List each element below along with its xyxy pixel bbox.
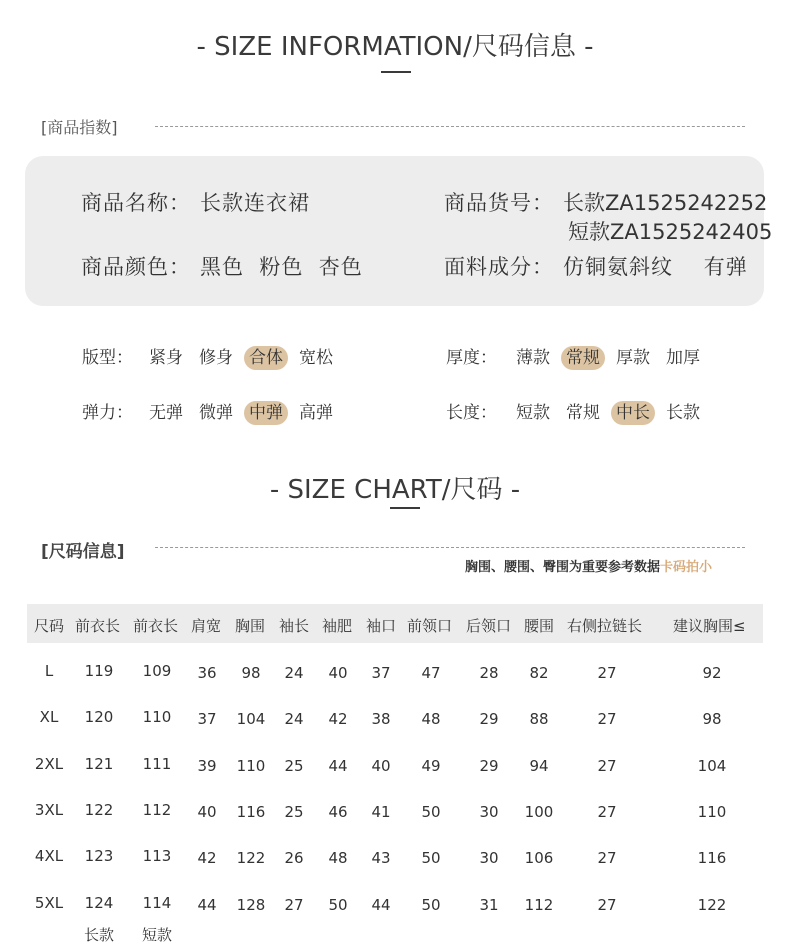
size-info-label: [尺码信息] (41, 542, 125, 562)
table-cell: 92 (702, 664, 722, 682)
table-header-cell: 腰围 (524, 617, 555, 635)
option: 常规 (566, 403, 600, 423)
table-cell: 50 (421, 803, 441, 821)
table-cell: 49 (421, 757, 441, 775)
dashed-divider (155, 547, 745, 548)
table-cell: 116 (697, 849, 727, 867)
product-sku-label: 商品货号： (444, 191, 554, 215)
table-cell: 40 (197, 803, 217, 821)
table-cell: 37 (197, 710, 217, 728)
option: 加厚 (666, 348, 700, 368)
table-cell: 42 (197, 849, 217, 867)
table-cell: 124 (84, 894, 114, 912)
table-cell: 27 (284, 896, 304, 914)
attr-fit (82, 343, 344, 368)
table-cell: 24 (284, 664, 304, 682)
table-cell: 120 (84, 708, 114, 726)
size-cell: 5XL (34, 894, 64, 912)
table-cell: 123 (84, 847, 114, 865)
product-sku-value-long: 长款ZA1525242252 (563, 191, 768, 215)
table-cell: 30 (479, 849, 499, 867)
table-cell: 29 (479, 757, 499, 775)
option: 宽松 (299, 348, 333, 368)
table-cell: 94 (529, 757, 549, 775)
attr-length (446, 398, 711, 423)
table-footer-cell: 短款 (141, 926, 172, 944)
table-header-cell: 前衣长 (133, 617, 179, 635)
option: 无弹 (149, 403, 183, 423)
product-color-value: 黑色 粉色 杏色 (200, 255, 363, 279)
table-cell: 50 (328, 896, 348, 914)
table-cell: 42 (328, 710, 348, 728)
table-cell: 41 (371, 803, 391, 821)
table-cell: 100 (524, 803, 554, 821)
table-cell: 25 (284, 757, 304, 775)
table-cell: 119 (84, 662, 114, 680)
size-cell: 4XL (34, 847, 64, 865)
table-cell: 43 (371, 849, 391, 867)
table-cell: 27 (597, 664, 617, 682)
table-cell: 113 (142, 847, 172, 865)
table-cell: 39 (197, 757, 217, 775)
table-cell: 25 (284, 803, 304, 821)
option: 长款 (666, 403, 700, 423)
table-footer-cell: 长款 (83, 926, 114, 944)
table-cell: 122 (236, 849, 266, 867)
table-cell: 104 (697, 757, 727, 775)
product-sku-value-short: 短款ZA1525242405 (568, 220, 773, 244)
table-header-cell: 袖长 (279, 617, 310, 635)
size-cell: L (44, 662, 54, 680)
table-cell: 110 (142, 708, 172, 726)
size-cell: XL (39, 708, 59, 726)
option: 厚款 (616, 348, 650, 368)
table-cell: 47 (421, 664, 441, 682)
table-cell: 30 (479, 803, 499, 821)
table-header-cell: 袖口 (366, 617, 397, 635)
table-cell: 116 (236, 803, 266, 821)
table-header-cell: 前领口 (407, 617, 453, 635)
table-header-cell: 袖肥 (322, 617, 353, 635)
option: 微弹 (199, 403, 233, 423)
attr-length-label: 长度： (446, 403, 497, 423)
table-cell: 50 (421, 849, 441, 867)
product-index-label: [商品指数] (41, 118, 118, 137)
table-cell: 106 (524, 849, 554, 867)
table-cell: 82 (529, 664, 549, 682)
measurement-note (465, 556, 712, 575)
attr-thickness (446, 343, 711, 368)
table-cell: 44 (197, 896, 217, 914)
option: 紧身 (149, 348, 183, 368)
table-cell: 88 (529, 710, 549, 728)
attr-thickness-label: 厚度： (446, 348, 497, 368)
table-cell: 27 (597, 849, 617, 867)
title-underline (390, 507, 420, 509)
table-header-cell: 肩宽 (191, 617, 222, 635)
table-cell: 109 (142, 662, 172, 680)
table-cell: 40 (328, 664, 348, 682)
option-selected: 中长 (611, 401, 655, 425)
product-color-label: 商品颜色： (81, 255, 191, 279)
title-underline (381, 71, 411, 73)
size-chart-title: - SIZE CHART/尺码 - (269, 475, 521, 505)
option-selected: 常规 (561, 346, 605, 370)
note-accent: 卡码拍小 (660, 560, 713, 575)
size-information-title: - SIZE INFORMATION/尺码信息 - (196, 32, 594, 62)
table-cell: 122 (84, 801, 114, 819)
table-cell: 36 (197, 664, 217, 682)
table-cell: 122 (697, 896, 727, 914)
table-cell: 38 (371, 710, 391, 728)
table-header-cell: 尺码 (34, 617, 65, 635)
table-header-cell: 后领口 (466, 617, 512, 635)
table-cell: 27 (597, 710, 617, 728)
table-cell: 48 (421, 710, 441, 728)
table-cell: 110 (236, 757, 266, 775)
table-cell: 27 (597, 757, 617, 775)
table-cell: 28 (479, 664, 499, 682)
product-fabric-value: 仿铜氨斜纹 有弹 (563, 255, 748, 279)
table-cell: 98 (241, 664, 261, 682)
table-cell: 27 (597, 896, 617, 914)
table-cell: 37 (371, 664, 391, 682)
option-selected: 合体 (244, 346, 288, 370)
option-selected: 中弹 (244, 401, 288, 425)
table-cell: 112 (142, 801, 172, 819)
table-cell: 40 (371, 757, 391, 775)
table-cell: 48 (328, 849, 348, 867)
table-cell: 112 (524, 896, 554, 914)
table-cell: 24 (284, 710, 304, 728)
size-cell: 3XL (34, 801, 64, 819)
dashed-divider (155, 126, 745, 127)
table-cell: 46 (328, 803, 348, 821)
note-text: 胸围、腰围、臀围为重要参考数据 (465, 560, 661, 575)
option: 短款 (516, 403, 550, 423)
attr-stretch (82, 398, 344, 423)
table-cell: 29 (479, 710, 499, 728)
table-cell: 98 (702, 710, 722, 728)
size-cell: 2XL (34, 755, 64, 773)
table-cell: 44 (328, 757, 348, 775)
option: 修身 (199, 348, 233, 368)
table-header-cell: 胸围 (235, 617, 266, 635)
table-cell: 114 (142, 894, 172, 912)
product-fabric-label: 面料成分： (444, 255, 554, 279)
attr-fit-label: 版型： (82, 348, 133, 368)
table-cell: 31 (479, 896, 499, 914)
table-cell: 111 (142, 755, 172, 773)
table-header-cell: 建议胸围≤ (673, 617, 746, 635)
table-cell: 27 (597, 803, 617, 821)
table-cell: 121 (84, 755, 114, 773)
option: 薄款 (516, 348, 550, 368)
table-cell: 26 (284, 849, 304, 867)
attr-stretch-label: 弹力： (82, 403, 133, 423)
table-cell: 44 (371, 896, 391, 914)
product-name-label: 商品名称： (81, 191, 191, 215)
table-cell: 110 (697, 803, 727, 821)
table-header-cell: 前衣长 (75, 617, 121, 635)
table-cell: 128 (236, 896, 266, 914)
table-cell: 104 (236, 710, 266, 728)
product-name-value: 长款连衣裙 (200, 191, 310, 215)
option: 高弹 (299, 403, 333, 423)
table-cell: 50 (421, 896, 441, 914)
table-header-cell: 右侧拉链长 (567, 617, 643, 635)
